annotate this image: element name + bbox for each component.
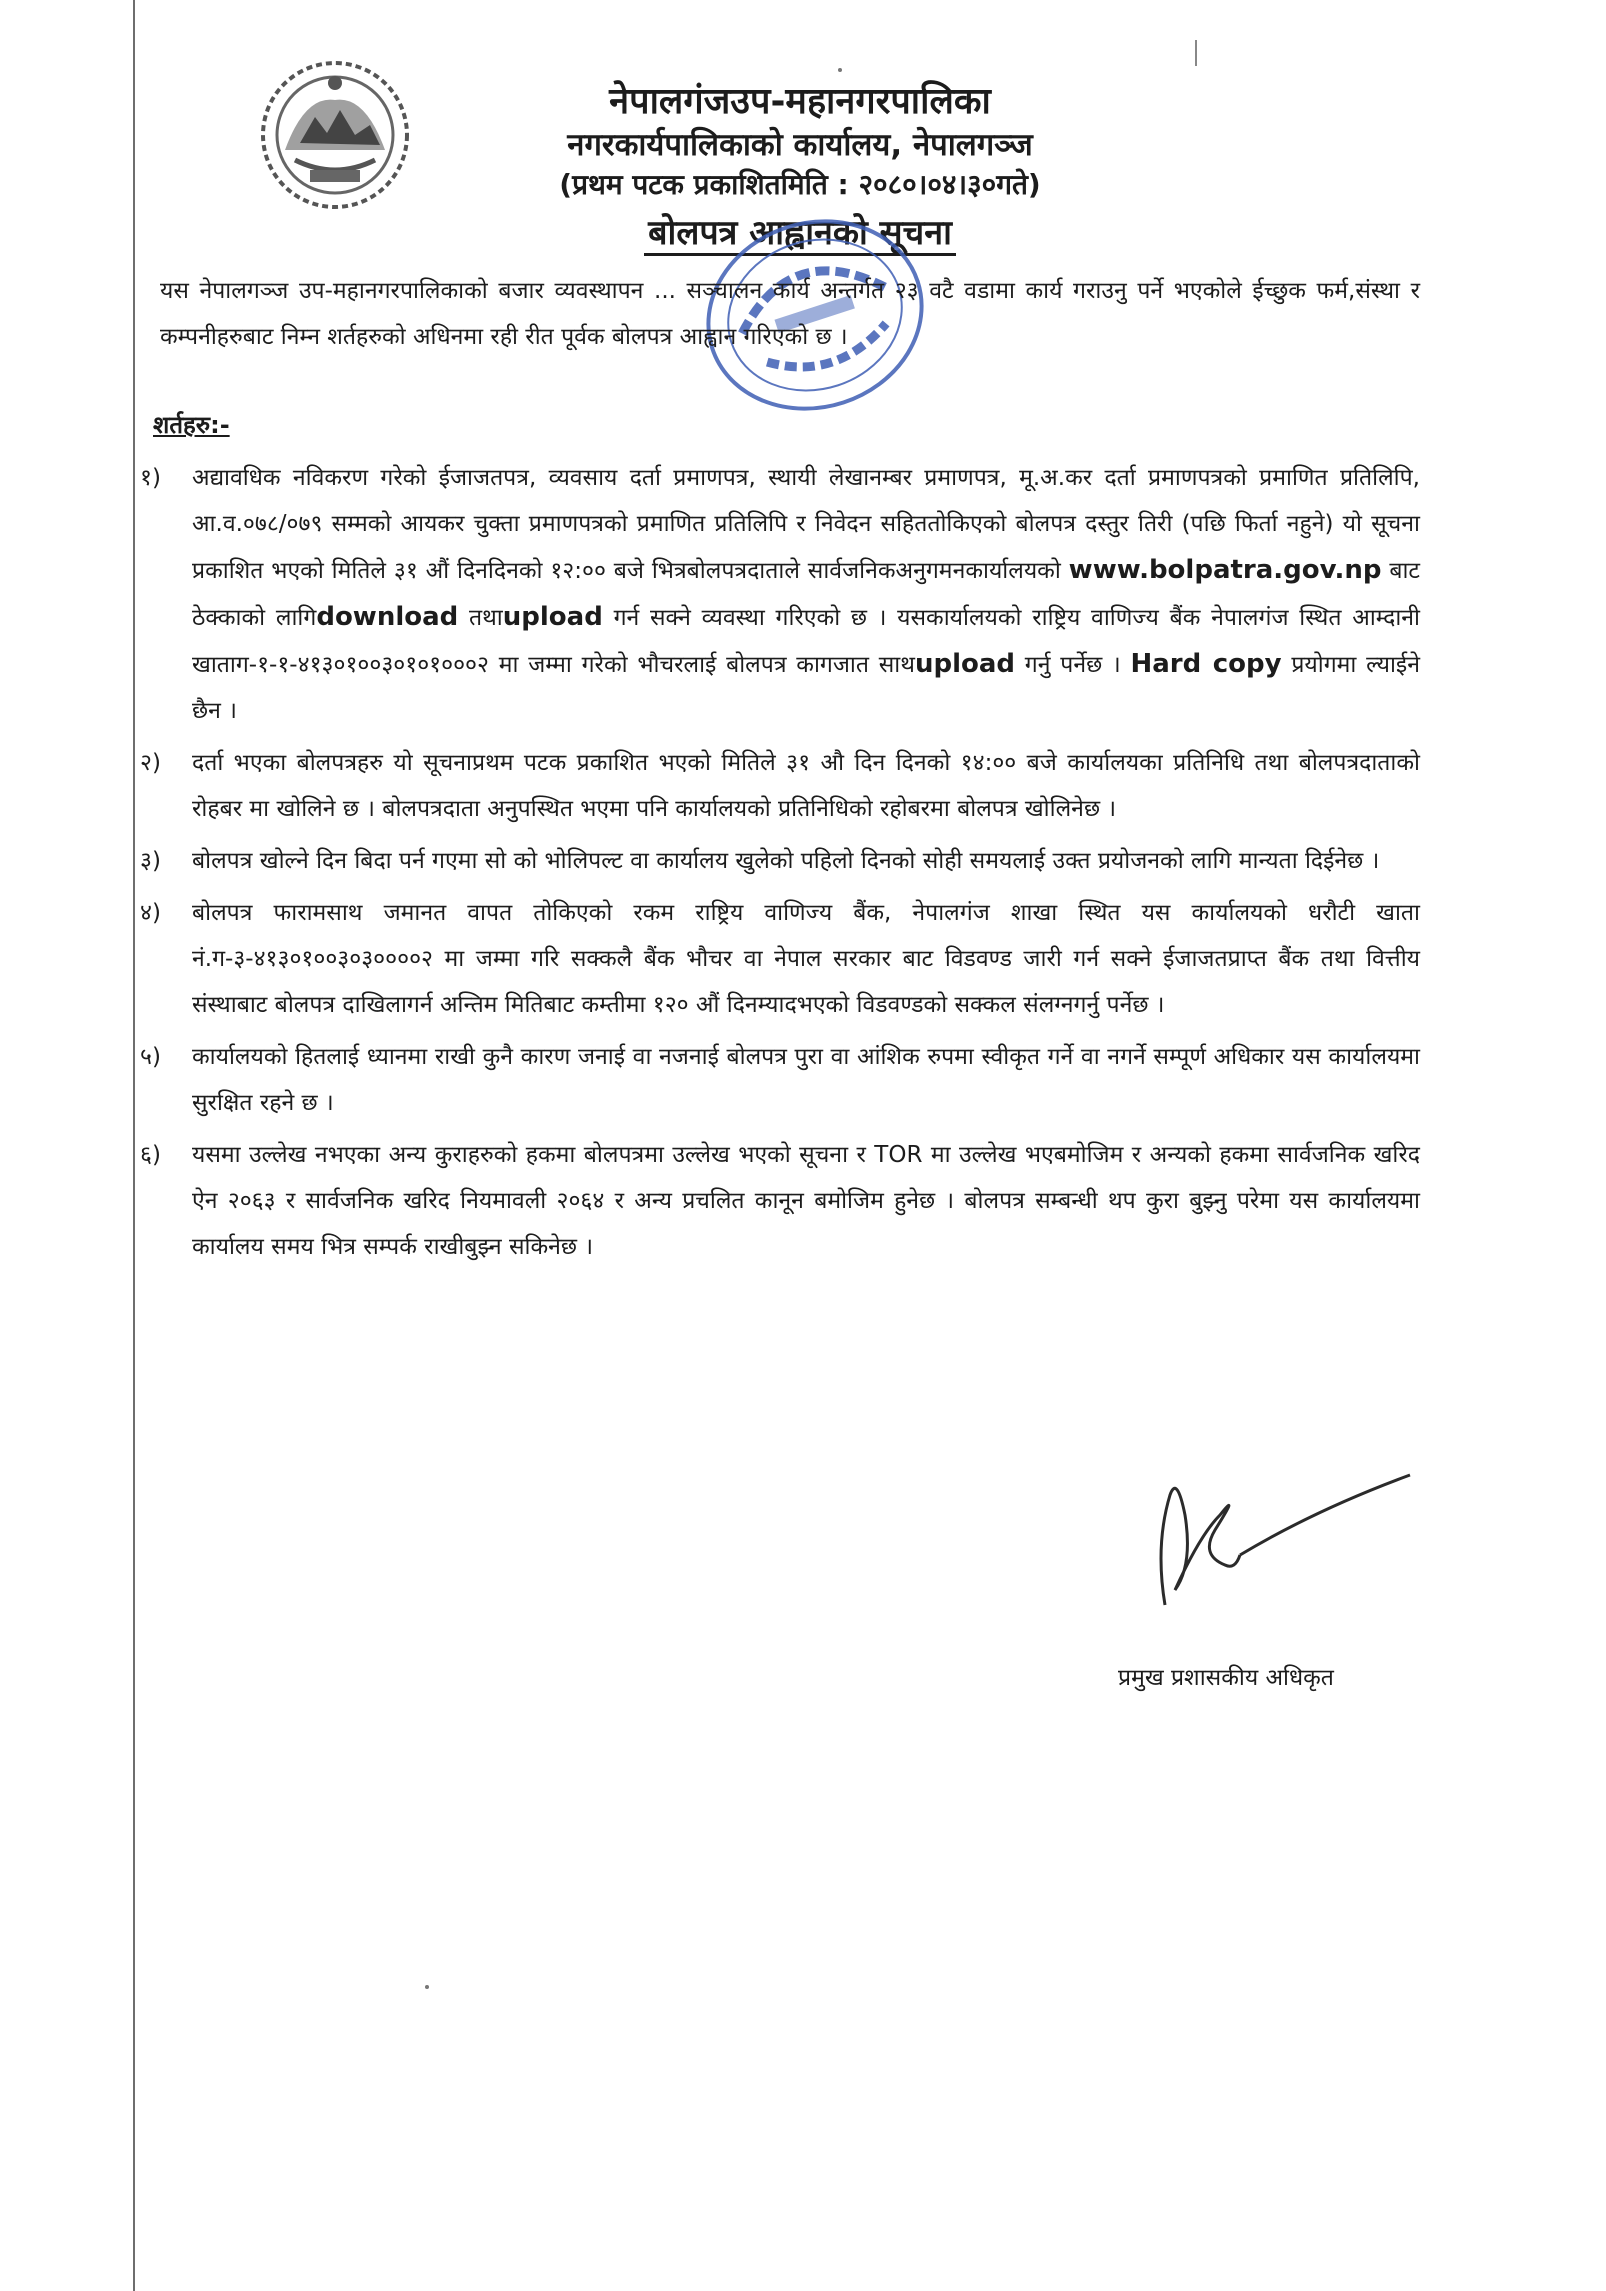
term-number: ५) <box>140 1044 161 1070</box>
designation: प्रमुख प्रशासकीय अधिकृत <box>1118 1665 1334 1691</box>
term-text: बोलपत्र फारामसाथ जमानत वापत तोकिएको रकम राष्ट्रिय वाणिज्य बैंक, नेपालगंज शाखा स्थित यस कार्यालयको धरौटी खाता नं.ग-३-४१३०१००३०३००००२ मा जम्मा गरि सक्कलै बैंक भौचर वा नेपाल सरकार बाट विडवण्ड जारी गर्न सक्ने ईजाजतप्राप्त बैंक तथा वित्तीय संस्थाबाट बोलपत्र दाखिलागर्न अन्तिम मितिबाट कम्तीमा १२० औं दिनम्यादभएको विडवण्डको सक्कल संलग्नगर्नु पर्नेछ । <box>192 900 1420 1018</box>
intro-paragraph: यस नेपालगञ्ज उप-महानगरपालिकाको बजार व्यवस्थापन ... सञ्चालन कार्य अन्तर्गत २३ वटै वडामा कार्य गराउनु पर्ने भएकोले ईच्छुक फर्म,संस्था र कम्पनीहरुबाट निम्न शर्तहरुको अधिनमा रही रीत पूर्वक बोलपत्र आह्वान गरिएको छ । <box>160 278 1420 350</box>
hard-copy-word: Hard copy <box>1130 649 1282 679</box>
term-item <box>140 455 1420 734</box>
term-item <box>140 740 1420 832</box>
term-item <box>140 890 1420 1028</box>
term-item <box>140 1034 1420 1126</box>
publication-date: (प्रथम पटक प्रकाशितमिति : २०८०।०४।३०गते) <box>559 168 1041 201</box>
signature <box>1145 1455 1415 1610</box>
term-text: कार्यालयको हितलाई ध्यानमा राखी कुनै कारण जनाई वा नजनाई बोलपत्र पुरा वा आंशिक रुपमा स्वीकृत गर्ने वा नगर्ने सम्पूर्ण अधिकार यस कार्यालयमा सुरक्षित रहने छ । <box>192 1044 1420 1116</box>
scan-speck <box>838 68 842 72</box>
upload-word: upload <box>914 649 1016 679</box>
term-number: ३) <box>140 848 161 874</box>
scan-speck <box>425 1985 429 1989</box>
office-subtitle: नगरकार्यपालिकाको कार्यालय, नेपालगञ्ज <box>567 127 1033 163</box>
notice-title: बोलपत्र आह्वानको सूचना <box>480 210 1120 256</box>
scan-mark <box>1195 40 1197 66</box>
upload-word: upload <box>502 602 603 632</box>
terms-list <box>140 455 1420 1276</box>
term-item <box>140 1132 1420 1270</box>
term-text: अद्यावधिक नविकरण गरेको ईजाजतपत्र, व्यवसाय दर्ता प्रमाणपत्र, स्थायी लेखानम्बर प्रमाणपत्र, मू.अ.कर दर्ता प्रमाणपत्रको प्रमाणित प्रतिलिपि, आ.व.०७८/०७९ सम्मको आयकर चुक्ता प्रमाणपत्रको प्रमाणित प्रतिलिपि र निवेदन सहिततोकिएको बोलपत्र दस्तुर तिरी (पछि फिर्ता नहुने) यो सूचना प्रकाशित भएको मितिले ३१ औं दिनदिनको १२:०० बजे भित्रबोलपत्रदाताले सार्वजनिकअनुगमनकार्यालयको www.bolpatra.gov.np बाट ठेक्काको लागिdownload तथाupload गर्न सक्ने व्यवस्था गरिएको छ । यसकार्यालयको राष्ट्रिय वाणिज्य बैंक नेपालगंज स्थित आम्दानी खाताग-१-१-४१३०१००३०१०१०००२ मा जम्मा गरेको भौचरलाई बोलपत्र कागजात साथupload गर्नु पर्नेछ । Hard copy प्रयोगमा ल्याईने छैन । <box>192 465 1421 724</box>
term-number: १) <box>140 465 161 491</box>
term-item <box>140 838 1420 884</box>
term-number: २) <box>140 750 161 776</box>
download-word: download <box>316 602 459 632</box>
term-text: दर्ता भएका बोलपत्रहरु यो सूचनाप्रथम पटक प्रकाशित भएको मितिले ३१ औ दिन दिनको १४:०० बजे कार्यालयका प्रतिनिधि तथा बोलपत्रदाताको रोहबर मा खोलिने छ । बोलपत्रदाता अनुपस्थित भएमा पनि कार्यालयको प्रतिनिधिको रहोबरमा बोलपत्र खोलिनेछ । <box>192 750 1420 822</box>
term-text: बोलपत्र खोल्ने दिन बिदा पर्न गएमा सो को भोलिपल्ट वा कार्यालय खुलेको पहिलो दिनको सोही समयलाई उक्त प्रयोजनको लागि मान्यता दिईनेछ । <box>192 848 1380 874</box>
term-number: ६) <box>140 1142 161 1168</box>
government-emblem-icon <box>255 55 415 215</box>
term-number: ४) <box>140 900 161 926</box>
office-name: नेपालगंजउप-महानगरपालिका <box>609 81 991 122</box>
terms-heading: शर्तहरु:- <box>153 411 230 439</box>
term-text: यसमा उल्लेख नभएका अन्य कुराहरुको हकमा बोलपत्रमा उल्लेख भएको सूचना र TOR मा उल्लेख भएबमोजिम र अन्यको हकमा सार्वजनिक खरिद ऐन २०६३ र सार्वजनिक खरिद नियमावली २०६४ र अन्य प्रचलित कानून बमोजिम हुनेछ । बोलपत्र सम्बन्धी थप कुरा बुझ्नु परेमा यस कार्यालयमा कार्यालय समय भित्र सम्पर्क राखीबुझ्न सकिनेछ । <box>192 1142 1420 1260</box>
bolpatra-url: www.bolpatra.gov.np <box>1068 555 1382 585</box>
page-margin-line <box>133 0 135 2291</box>
